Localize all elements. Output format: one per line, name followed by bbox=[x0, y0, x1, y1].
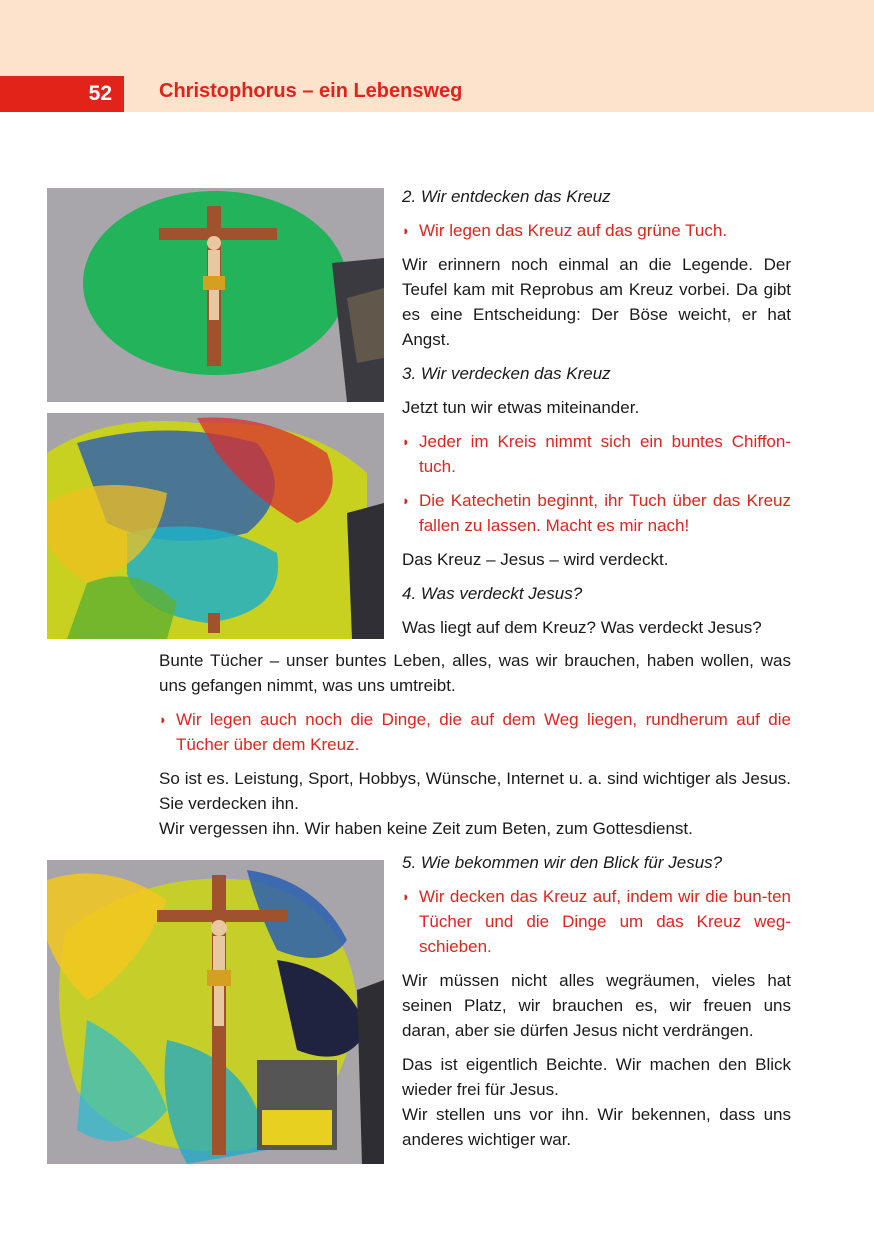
page-number: 52 bbox=[0, 76, 124, 112]
photo-cross-covered-by-cloths bbox=[47, 413, 384, 639]
chapter-title: Christophorus – ein Lebensweg bbox=[159, 80, 463, 102]
bullet-icon: ◗ bbox=[402, 434, 410, 449]
heading-discover-cross: 2. Wir entdecken das Kreuz bbox=[402, 187, 611, 206]
action-drop-cloth-text: Die Katechetin beginnt, ihr Tuch über das Kreuz fallen zu lassen. Macht es mir nach! bbox=[419, 491, 791, 535]
action-take-cloth bbox=[402, 429, 791, 479]
paragraph-so-it-is-line2: Wir vergessen ihn. Wir haben keine Zeit zum Beten, zum Gottesdienst. bbox=[159, 819, 693, 838]
bullet-icon: ◗ bbox=[159, 712, 167, 727]
action-drop-cloth bbox=[402, 488, 791, 538]
paragraph-confession-line2: Wir stellen uns vor ihn. Wir bekennen, dass uns anderes wichtiger war. bbox=[402, 1105, 791, 1149]
heading-cover-cross: 3. Wir verdecken das Kreuz bbox=[402, 364, 611, 383]
action-uncover-cross bbox=[402, 884, 791, 959]
bullet-icon: ◗ bbox=[402, 223, 410, 238]
result-covered: Das Kreuz – Jesus – wird verdeckt. bbox=[402, 550, 669, 569]
heading-what-covers: 4. Was verdeckt Jesus? bbox=[402, 584, 583, 603]
action-add-things-text: Wir legen auch noch die Dinge, die auf dem Weg liegen, rundherum auf die Tücher über dem Kreuz. bbox=[176, 710, 791, 754]
text-column-bottom bbox=[402, 850, 791, 1161]
legend-paragraph: Wir erinnern noch einmal an die Legende. Der Teufel kam mit Reprobus am Kreuz vorbei. Da gibt es eine Entscheidung: Der Böse weicht, er hat Angst. bbox=[402, 255, 791, 349]
paragraph-so-it-is-line1: So ist es. Leistung, Sport, Hobbys, Wünsche, Internet u. a. sind wichtiger als Jesus. Sie verdecken ihn. bbox=[159, 769, 791, 813]
text-full-width bbox=[159, 648, 791, 850]
paragraph-confession bbox=[402, 1052, 791, 1152]
paragraph-not-clear-all: Wir müssen nicht alles wegräumen, vieles hat seinen Platz, wir brauchen es, wir freuen uns daran, aber sie dürfen Jesus nicht verdrängen. bbox=[402, 971, 791, 1040]
action-lay-cross-text: Wir legen das Kreuz auf das grüne Tuch. bbox=[419, 221, 728, 240]
heading-view-for-jesus: 5. Wie bekommen wir den Blick für Jesus? bbox=[402, 853, 723, 872]
bullet-icon: ◗ bbox=[402, 493, 410, 508]
photo-cross-uncovered bbox=[47, 860, 384, 1164]
bullet-icon: ◗ bbox=[402, 889, 410, 904]
paragraph-confession-line1: Das ist eigentlich Beichte. Wir machen den Blick wieder frei für Jesus. bbox=[402, 1055, 791, 1099]
paragraph-so-it-is bbox=[159, 766, 791, 841]
photo-cross-on-green-cloth bbox=[47, 188, 384, 402]
action-uncover-cross-text: Wir decken das Kreuz auf, indem wir die bun-ten Tücher und die Dinge um das Kreuz weg-schieben. bbox=[419, 887, 791, 956]
action-take-cloth-text: Jeder im Kreis nimmt sich ein buntes Chiffon-tuch. bbox=[419, 432, 791, 476]
answer-colorful-cloths: Bunte Tücher – unser buntes Leben, alles, was wir brauchen, haben wollen, was uns gefangen nimmt, was uns umtreibt. bbox=[159, 651, 791, 695]
intro-together: Jetzt tun wir etwas miteinander. bbox=[402, 398, 640, 417]
question-what-lies: Was liegt auf dem Kreuz? Was verdeckt Jesus? bbox=[402, 618, 762, 637]
action-add-things bbox=[159, 707, 791, 757]
text-column-top bbox=[402, 184, 791, 649]
action-lay-cross bbox=[402, 218, 791, 243]
